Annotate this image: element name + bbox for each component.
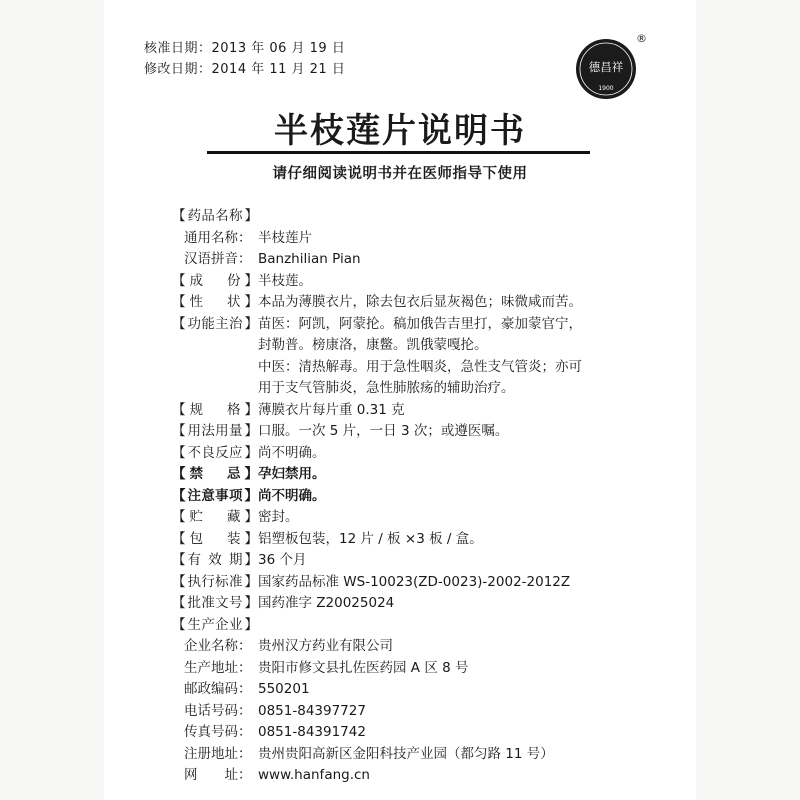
manufacturer-item-label: 邮政编码：: [184, 681, 252, 697]
manufacturer-item-label: 网 址：: [184, 767, 252, 783]
validity-value: 36 个月: [258, 552, 307, 568]
header-dates: [144, 38, 345, 80]
pinyin-value: Banzhilian Pian: [258, 251, 361, 267]
manufacturer-item: [172, 765, 652, 787]
properties-label: 性 状: [189, 294, 241, 310]
pinyin-label: 汉语拼音：: [184, 251, 252, 267]
approval-number-row: 【 批 准 文 号 】 国药准字 Z20025024: [172, 593, 652, 615]
document-title: 半枝莲片说明书: [274, 111, 526, 151]
functions-row: 【 功 能 主 治 】 苗医：阿凯，阿蒙抡。稿加俄告吉里打，豪加蒙官宁， 封勒普。榜康洛，康鳖。凯俄蒙嘎抡。 中医：清热解毒。用于急性咽炎，急性支气管炎；亦可 用于支气管肺炎，急性肺脓疡的辅助治疗。: [172, 314, 652, 400]
manufacturer-item-label: 注册地址：: [184, 745, 252, 762]
manufacturer-website: www.hanfang.cn: [258, 767, 370, 783]
functions-label: 功 能 主 治: [187, 315, 243, 332]
revision-date: 修改日期：2014 年 11 月 21 日: [144, 62, 346, 77]
approval-date: 核准日期：2013 年 06 月 19 日: [144, 41, 346, 56]
contraindications-label: 禁 忌: [189, 466, 241, 482]
manufacturer-item: [172, 658, 652, 680]
common-name-label: 通用名称：: [184, 229, 252, 246]
registered-mark: ®: [636, 32, 647, 45]
storage-row: 【 贮 藏 】 密封。: [172, 507, 652, 529]
package-value: 铝塑板包装，12 片 / 板 ×3 板 / 盒。: [258, 530, 483, 547]
manufacturer-item: [172, 744, 652, 766]
manufacturer-item: [172, 722, 652, 744]
storage-value: 密封。: [258, 509, 299, 525]
adverse-reactions-row: 【 不 良 反 应 】 尚不明确。: [172, 443, 652, 465]
leaflet-content: [172, 206, 652, 787]
manufacturer-item-value: 0851-84391742: [258, 724, 366, 740]
manufacturer-item-label: 企业名称：: [184, 638, 252, 654]
validity-row: 【 有 效 期 】 36 个月: [172, 550, 652, 572]
standard-row: 【 执 行 标 准 】 国家药品标准 WS-10023(ZD-0023)-2002-2012Z: [172, 572, 652, 594]
adverse-reactions-value: 尚不明确。: [258, 444, 326, 461]
document-subtitle: 请仔细阅读说明书并在医师指导下使用: [272, 166, 528, 182]
approval-number-label: 批 准 文 号: [187, 595, 243, 611]
manufacturer-section: 【 生 产 企 业 】: [172, 615, 652, 637]
dosage-row: 【 用 法 用 量 】 口服。一次 5 片，一日 3 次；或遵医嘱。: [172, 421, 652, 443]
logo-text: 德昌祥: [588, 60, 624, 74]
manufacturer-item-label: 生产地址：: [184, 659, 252, 676]
package-label: 包 装: [189, 530, 241, 547]
adverse-reactions-label: 不 良 反 应: [187, 444, 243, 461]
standard-label: 执 行 标 准: [187, 573, 243, 590]
functions-line: 苗医：阿凯，阿蒙抡。稿加俄告吉里打，豪加蒙官宁，: [258, 315, 582, 332]
functions-line: 用于支气管肺炎，急性肺脓疡的辅助治疗。: [258, 380, 515, 396]
ingredients-value: 半枝莲。: [258, 272, 312, 289]
manufacturer-item-value: 贵州贵阳高新区金阳科技产业园（都匀路 11 号）: [258, 745, 554, 762]
brand-logo-icon: [575, 38, 637, 100]
common-name-row: [172, 228, 652, 250]
manufacturer-item: [172, 679, 652, 701]
section-label-manufacturer: 生 产 企 业: [187, 616, 243, 633]
dosage-label: 用 法 用 量: [187, 423, 243, 439]
approval-number-value: 国药准字 Z20025024: [258, 595, 395, 611]
manufacturer-item-value: 550201: [258, 681, 310, 697]
precautions-label: 注 意 事 项: [187, 487, 243, 504]
dosage-value: 口服。一次 5 片，一日 3 次；或遵医嘱。: [258, 423, 509, 439]
section-label-drug-name: 药 品 名 称: [187, 208, 243, 224]
title-rule: [207, 151, 590, 154]
functions-value: [258, 314, 652, 400]
functions-line: 封勒普。榜康洛，康鳖。凯俄蒙嘎抡。: [258, 337, 488, 353]
specification-label: 规 格: [189, 401, 241, 418]
standard-value: 国家药品标准 WS-10023(ZD-0023)-2002-2012Z: [258, 573, 571, 590]
precautions-row: 【 注 意 事 项 】 尚不明确。: [172, 486, 652, 508]
manufacturer-item: [172, 636, 652, 658]
manufacturer-item-label: 传真号码：: [184, 724, 252, 740]
manufacturer-item-label: 电话号码：: [184, 702, 252, 719]
properties-value: 本品为薄膜衣片，除去包衣后显灰褐色；味微咸而苦。: [258, 294, 582, 310]
package-row: 【 包 装 】 铝塑板包装，12 片 / 板 ×3 板 / 盒。: [172, 529, 652, 551]
ingredients-row: 【 成 份 】 半枝莲。: [172, 271, 652, 293]
manufacturer-item-value: 贵阳市修文县扎佐医药园 A 区 8 号: [258, 659, 469, 676]
logo-year: 1900: [598, 85, 614, 92]
precautions-value: 尚不明确。: [258, 487, 326, 504]
specification-row: 【 规 格 】 薄膜衣片每片重 0.31 克: [172, 400, 652, 422]
storage-label: 贮 藏: [189, 509, 241, 525]
properties-row: 【 性 状 】 本品为薄膜衣片，除去包衣后显灰褐色；味微咸而苦。: [172, 292, 652, 314]
validity-label: 有 效 期: [187, 552, 243, 568]
specification-value: 薄膜衣片每片重 0.31 克: [258, 401, 405, 418]
pinyin-row: [172, 249, 652, 271]
common-name-value: 半枝莲片: [258, 229, 312, 246]
functions-line: 中医：清热解毒。用于急性咽炎，急性支气管炎；亦可: [258, 358, 582, 375]
contraindications-value: 孕妇禁用。: [258, 466, 326, 482]
contraindications-row: 【 禁 忌 】 孕妇禁用。: [172, 464, 652, 486]
drug-name-section: 【 药 品 名 称 】: [172, 206, 652, 228]
manufacturer-item-value: 贵州汉方药业有限公司: [258, 638, 393, 654]
manufacturer-item: [172, 701, 652, 723]
ingredients-label: 成 份: [189, 272, 241, 289]
manufacturer-item-value: 0851-84397727: [258, 702, 366, 719]
